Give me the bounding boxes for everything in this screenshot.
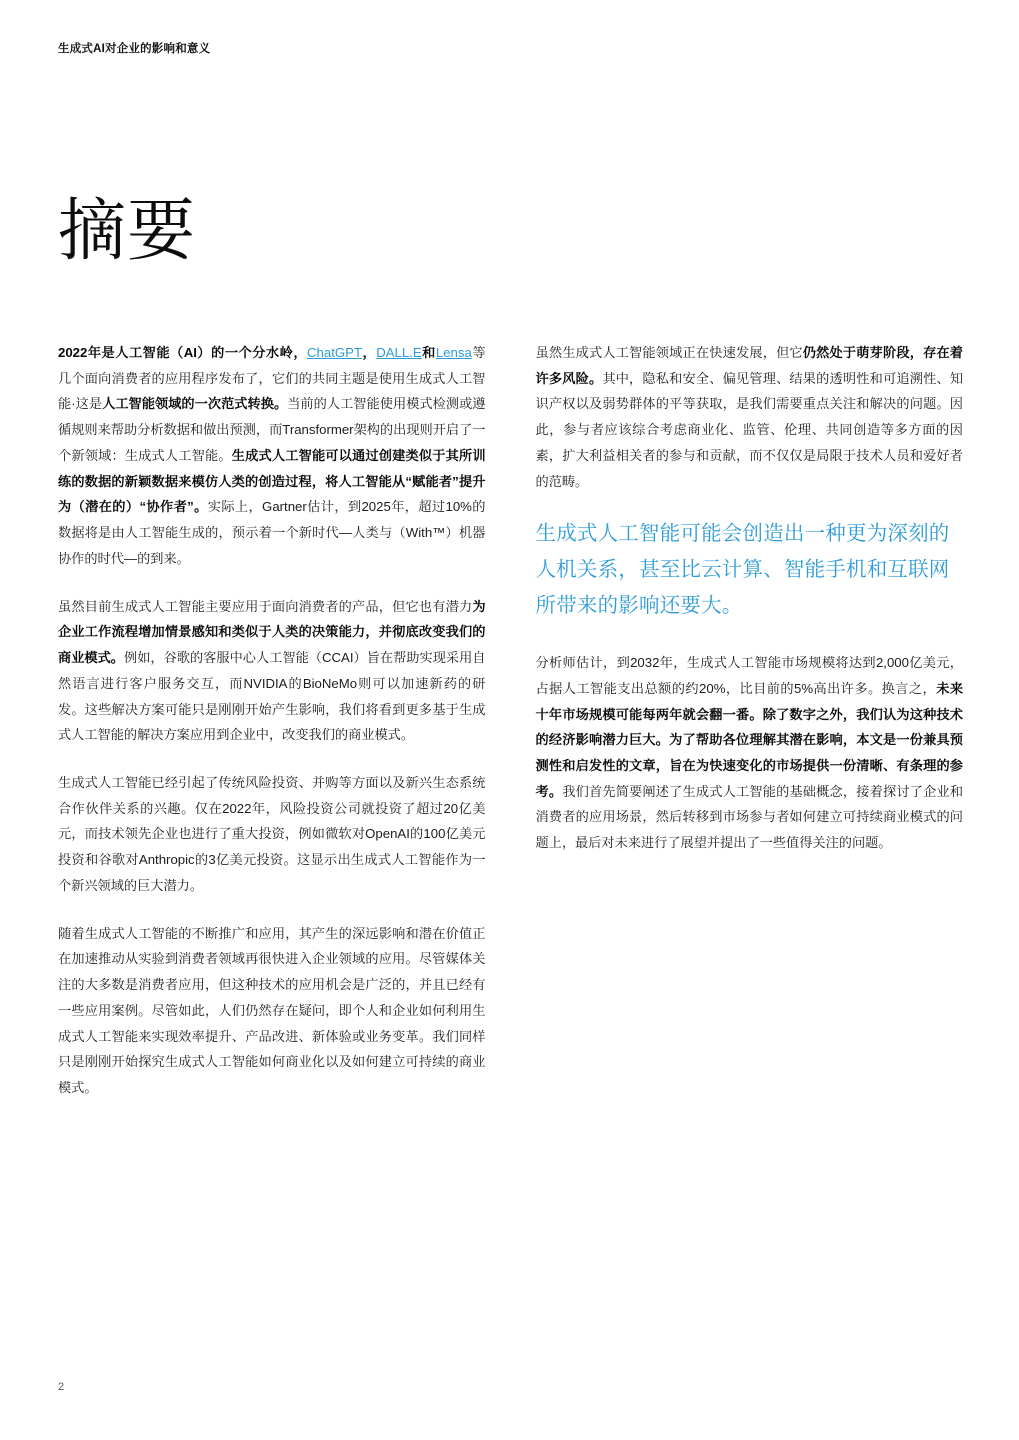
pull-quote: 生成式人工智能可能会创造出一种更为深刻的人机关系，甚至比云计算、智能手机和互联网所带来的影响还要大。: [535, 522, 950, 618]
left-p1-emphasis-run: ，: [362, 345, 377, 360]
left-p2-text-run: 虽然目前生成式人工智能主要应用于面向消费者的产品，但它也有潜力: [58, 598, 473, 614]
inline-link[interactable]: ChatGPT: [307, 345, 362, 360]
left-p1-text-run: 等几个面向消费者的应用程序发布了，它们的共同主题是使用生成式人工智能·这是: [58, 345, 486, 412]
paragraph-4: [58, 921, 486, 1101]
paragraph-6: [536, 650, 964, 856]
inline-link[interactable]: Lensa: [435, 345, 472, 360]
left-p1-emphasis-run: 和: [421, 345, 436, 360]
right-column: [536, 340, 964, 1101]
right-p2-emphasis-run: 未来十年市场规模可能每两年就会翻一番。除了数字之外，我们认为这种技术的经济影响潜力巨大。为了帮助各位理解其潜在影响，本文是一份兼具预测性和启发性的文章，旨在为快速变化的市场提供一份清晰、有条理的参考。: [535, 680, 964, 799]
left-column: [58, 340, 486, 1101]
left-p3-text-run: 生成式人工智能已经引起了传统风险投资、并购等方面以及新兴生态系统合作伙伴关系的兴趣。仅在2022年，风险投资公司就投资了超过20亿美元，而技术领先企业也进行了重大投资，例如微软对OpenAI的100亿美元投资和谷歌对Anthropic的3亿美元投资。这显示出生成式人工智能作为一个新兴领域的巨大潜力。: [58, 775, 486, 893]
page-number: 2: [58, 1381, 65, 1393]
paragraph-1: [58, 340, 486, 572]
left-p1-text-run: 当前的人工智能使用模式检测或遵循规则来帮助分析数据和做出预测，而Transformer架构的出现则开启了一个新领域：生成式人工智能。: [58, 396, 486, 463]
inline-link[interactable]: DALL.E: [376, 345, 422, 360]
left-p1-emphasis-run: 2022年是人工智能（AI）的一个分水岭，: [58, 345, 308, 360]
right-p1-text-run: 虽然生成式人工智能领域正在快速发展，但它: [535, 345, 803, 360]
left-p1-emphasis-run: 生成式人工智能可以通过创建类似于其所训练的数据的新颖数据来模仿人类的创造过程，将人工智能从“赋能者”提升为（潜在的）“协作者”。: [58, 447, 486, 515]
left-p1-emphasis-run: 人工智能领域的一次范式转换。: [102, 396, 288, 412]
left-p2-emphasis-run: 为企业工作流程增加情景感知和类似于人类的决策能力，并彻底改变我们的商业模式。: [58, 598, 486, 666]
left-p2-text-run: 例如，谷歌的客服中心人工智能（CCAI）旨在帮助实现采用自然语言进行客户服务交互，而NVIDIA的BioNeMo则可以加速新药的研发。这些解决方案可能只是刚刚开始产生影响，我们将看到更多基于生成式人工智能的解决方案应用到企业中，改变我们的商业模式。: [58, 650, 486, 743]
right-p2-text-run: 我们首先简要阐述了生成式人工智能的基础概念，接着探讨了企业和消费者的应用场景，然后转移到市场参与者如何建立可持续商业模式的问题上，最后对未来进行了展望并提出了一些值得关注的问题。: [535, 783, 964, 851]
right-p1-text-run: 其中，隐私和安全、偏见管理、结果的透明性和可追溯性、知识产权以及弱势群体的平等获取，是我们需要重点关注和解决的问题。因此，参与者应该综合考虑商业化、监管、伦理、共同创造等多方面的因素，扩大利益相关者的参与和贡献，而不仅仅是局限于技术人员和爱好者的范畴。: [535, 370, 964, 489]
paragraph-5: [536, 340, 964, 494]
paragraph-2: [58, 594, 486, 748]
two-column-body: [58, 340, 963, 1101]
right-p1-emphasis-run: 仍然处于萌芽阶段，存在着许多风险。: [535, 345, 963, 386]
paragraph-3: [58, 770, 486, 899]
page-title: 摘要: [58, 192, 197, 269]
left-p4-text-run: 随着生成式人工智能的不断推广和应用，其产生的深远影响和潜在价值正在加速推动从实验到消费者领域再很快进入企业领域的应用。尽管媒体关注的大多数是消费者应用，但这种技术的应用机会是广泛的，并且已经有一些应用案例。尽管如此，人们仍然存在疑问，即个人和企业如何利用生成式人工智能来实现效率提升、产品改进、新体验或业务变革。我们同样只是刚刚开始探究生成式人工智能如何商业化以及如何建立可持续的商业模式。: [58, 925, 486, 1096]
left-p1-text-run: 实际上，Gartner估计，到2025年，超过10%的数据将是由人工智能生成的，预示着一个新时代—人类与（With™）机器协作的时代—的到来。: [58, 499, 486, 566]
right-p2-text-run: 分析师估计，到2032年，生成式人工智能市场规模将达到2,000亿美元，占据人工智能支出总额的约20%，比目前的5%高出许多。换言之，: [535, 655, 963, 696]
running-head: 生成式AI对企业的影响和意义: [58, 43, 211, 55]
